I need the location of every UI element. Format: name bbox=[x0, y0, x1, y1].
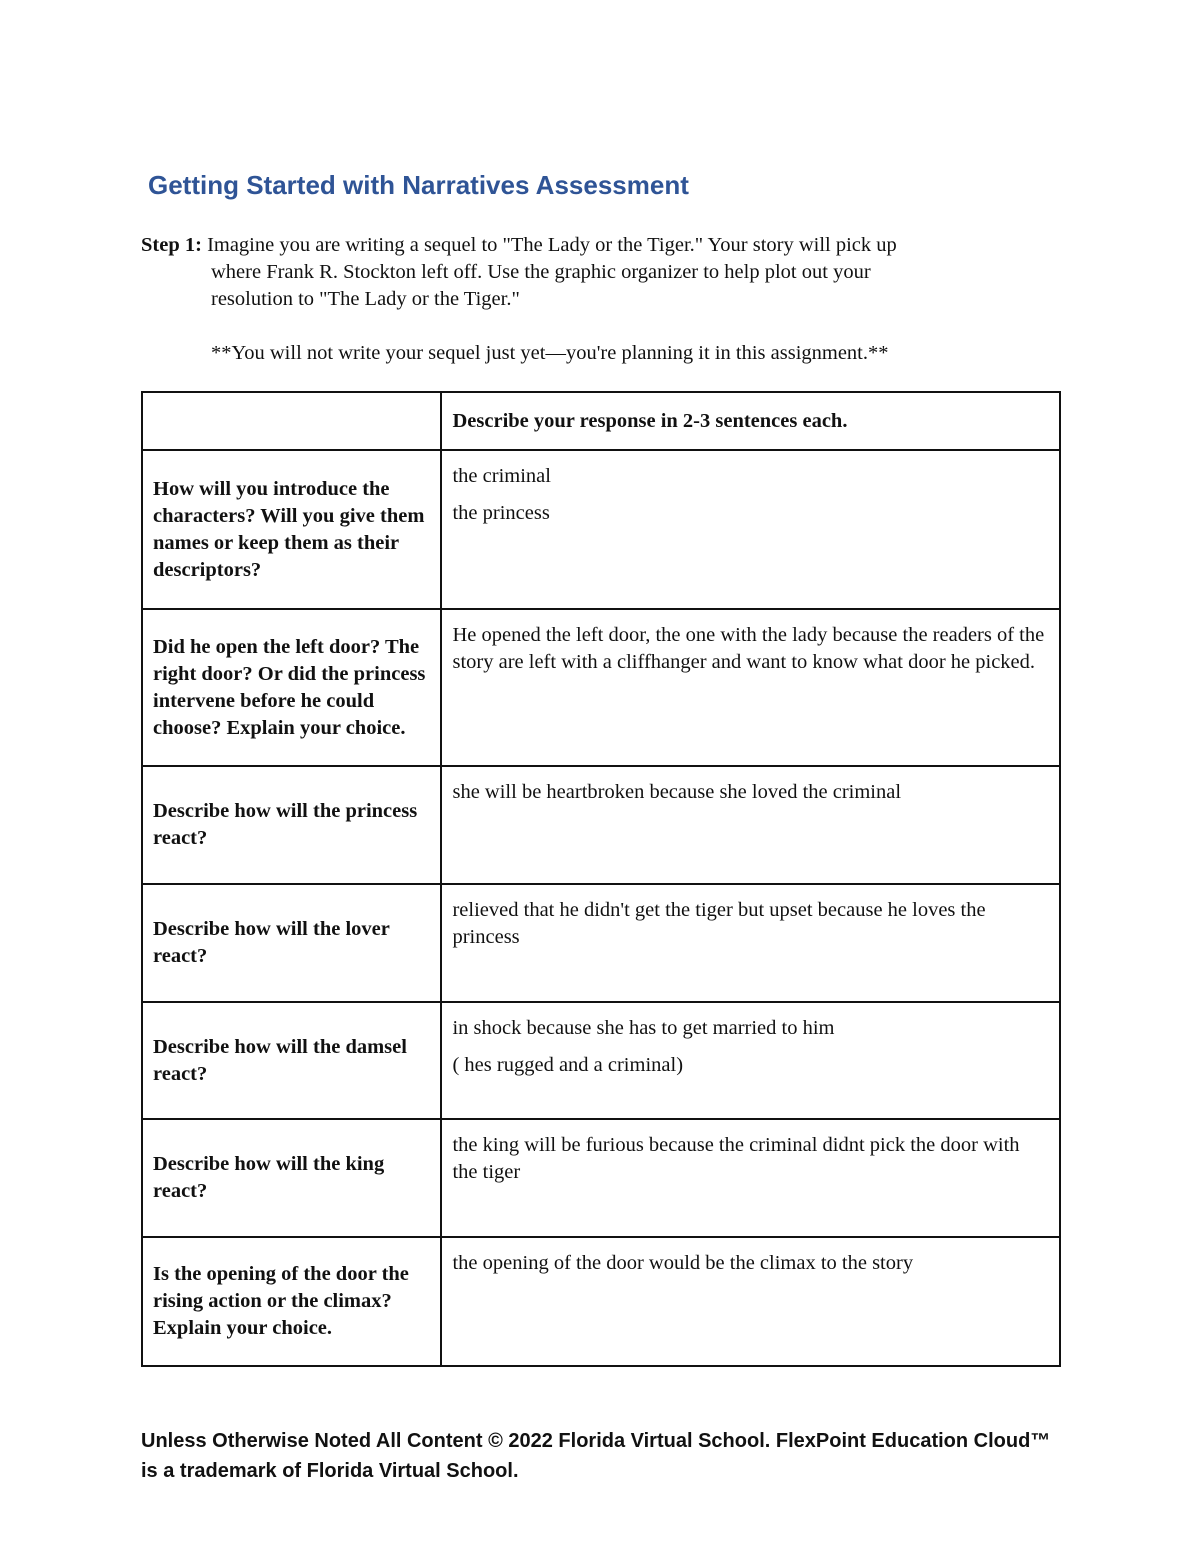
answer-text: she will be heartbroken because she loved the criminal bbox=[452, 781, 902, 803]
answer-text: the opening of the door would be the climax to the story bbox=[452, 1252, 914, 1274]
graphic-organizer-table bbox=[141, 391, 1061, 1367]
header-response-cell: Describe your response in 2-3 sentences each. bbox=[441, 392, 1060, 450]
step-text-1: Imagine you are writing a sequel to "The Lady or the Tiger." Your story will pick up bbox=[207, 234, 897, 256]
footer-line-2: is a trademark of Florida Virtual School. bbox=[141, 1460, 519, 1482]
table-row bbox=[142, 766, 1060, 884]
answer-text: ( hes rugged and a criminal) bbox=[452, 1054, 684, 1076]
step-instructions bbox=[141, 232, 1041, 367]
copyright-footer bbox=[141, 1426, 1081, 1486]
table-row bbox=[142, 884, 1060, 1002]
question-cell: Did he open the left door? The right door? Or did the princess intervene before he could choose? Explain your choice. bbox=[142, 609, 441, 766]
table-row bbox=[142, 1237, 1060, 1366]
answer-cell[interactable] bbox=[441, 1002, 1060, 1119]
answer-cell[interactable] bbox=[441, 1237, 1060, 1366]
answer-cell[interactable] bbox=[441, 1119, 1060, 1237]
step-line-1 bbox=[141, 232, 1041, 259]
question-cell: Describe how will the lover react? bbox=[142, 884, 441, 1002]
answer-text: the criminal bbox=[452, 465, 551, 487]
table-row bbox=[142, 450, 1060, 609]
header-empty-cell bbox=[142, 392, 441, 450]
page-title: Getting Started with Narratives Assessment bbox=[148, 170, 689, 200]
question-cell: Describe how will the princess react? bbox=[142, 766, 441, 884]
question-cell: How will you introduce the characters? Will you give them names or keep them as their descriptors? bbox=[142, 450, 441, 609]
answer-text: in shock because she has to get married to him bbox=[452, 1017, 835, 1039]
question-cell: Describe how will the king react? bbox=[142, 1119, 441, 1237]
answer-text: the king will be furious because the criminal didnt pick the door with the tiger bbox=[452, 1134, 1020, 1183]
answer-text: He opened the left door, the one with the lady because the readers of the story are left with a cliffhanger and want to know what door he picked. bbox=[452, 624, 1045, 673]
table-row bbox=[142, 1119, 1060, 1237]
footer-line-1: Unless Otherwise Noted All Content © 2022 Florida Virtual School. FlexPoint Education Cloud™ bbox=[141, 1430, 1051, 1452]
answer-cell[interactable] bbox=[441, 609, 1060, 766]
answer-cell[interactable] bbox=[441, 766, 1060, 884]
step-note: **You will not write your sequel just yet—you're planning it in this assignment.** bbox=[211, 342, 889, 364]
step-label: Step 1: bbox=[141, 234, 202, 256]
answer-text: the princess bbox=[452, 502, 550, 524]
answer-cell[interactable] bbox=[441, 884, 1060, 1002]
answer-cell[interactable] bbox=[441, 450, 1060, 609]
question-cell: Describe how will the damsel react? bbox=[142, 1002, 441, 1119]
table-row bbox=[142, 609, 1060, 766]
step-text-2: where Frank R. Stockton left off. Use the graphic organizer to help plot out your bbox=[211, 261, 871, 283]
table-row bbox=[142, 1002, 1060, 1119]
answer-text: relieved that he didn't get the tiger but upset because he loves the princess bbox=[452, 899, 986, 948]
step-text-3: resolution to "The Lady or the Tiger." bbox=[211, 288, 520, 310]
table-header-row bbox=[142, 392, 1060, 450]
question-cell: Is the opening of the door the rising action or the climax? Explain your choice. bbox=[142, 1237, 441, 1366]
